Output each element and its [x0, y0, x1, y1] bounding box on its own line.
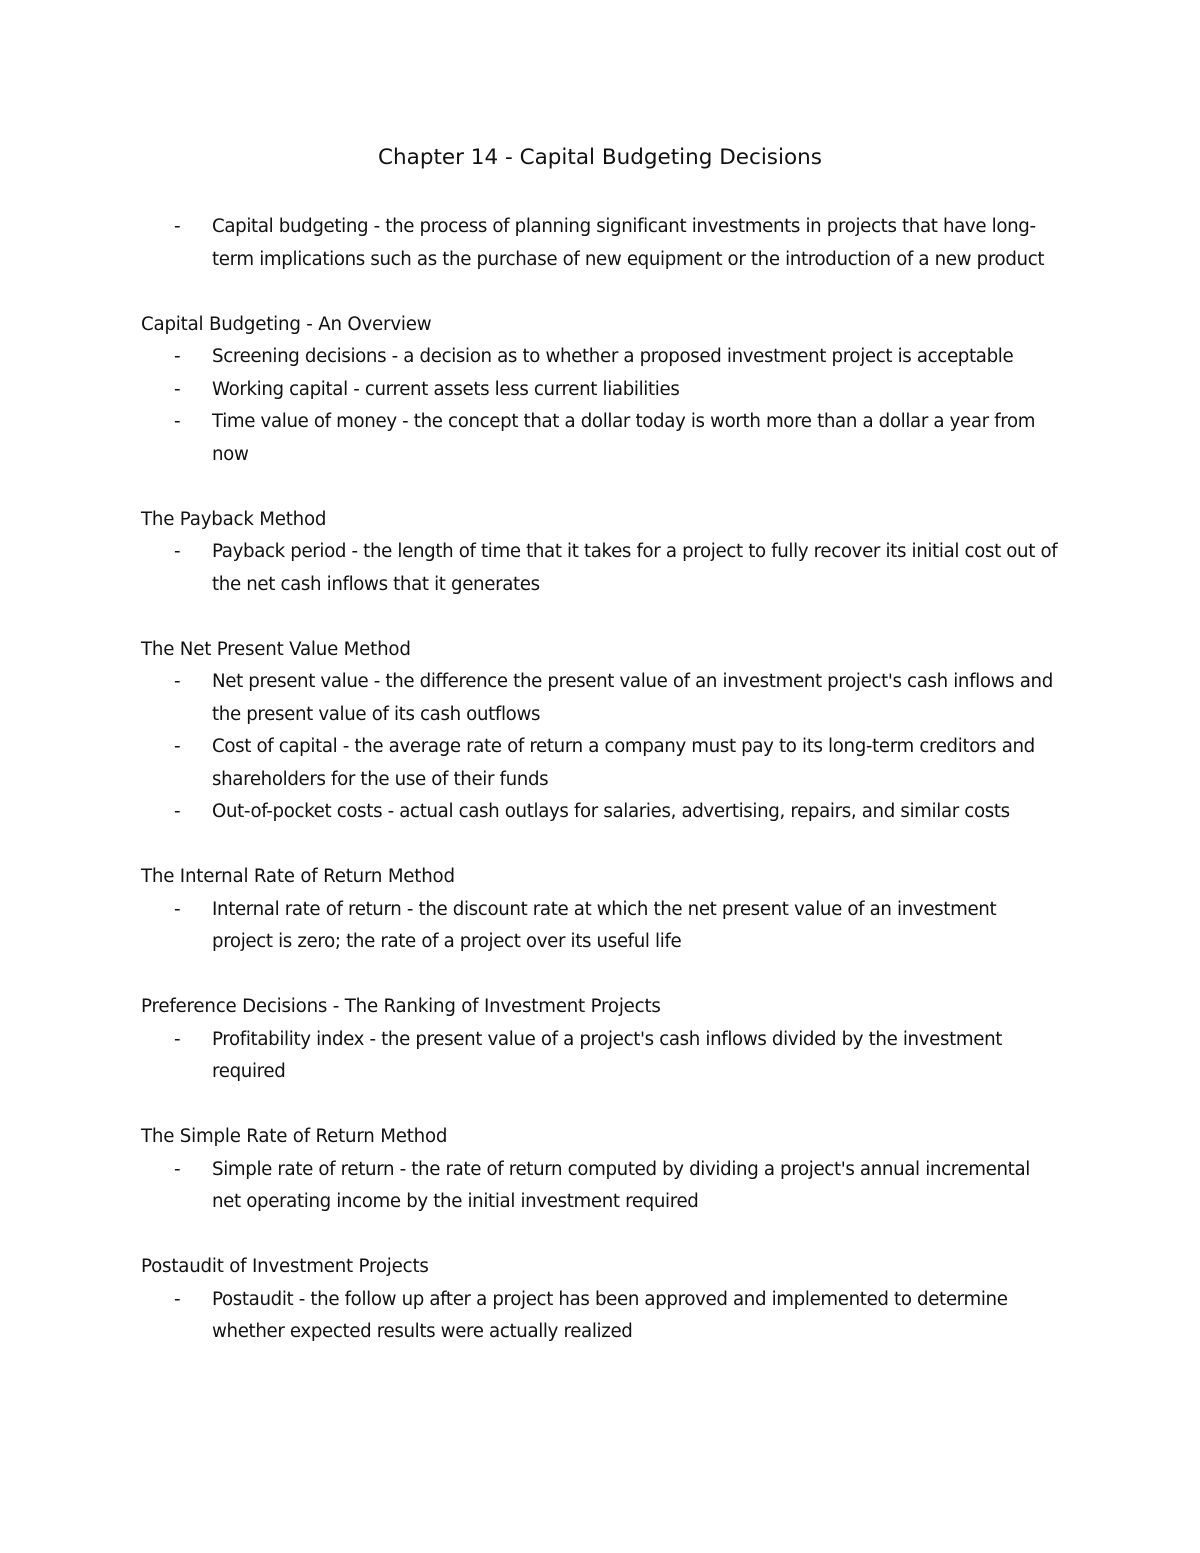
bullet-dash: -	[174, 541, 181, 562]
list-item-text: Screening decisions - a decision as to whether a proposed investment project is acceptable	[212, 346, 1014, 367]
section	[141, 504, 1061, 602]
section	[141, 991, 1061, 1089]
bullet-dash: -	[174, 411, 181, 432]
list-item	[141, 374, 1061, 407]
list-item-text: Payback period - the length of time that it takes for a project to fully recover its initial cost out of the net cash inflows that it generates	[212, 541, 1058, 595]
list-item-text: Internal rate of return - the discount rate at which the net present value of an investment project is zero; the rate of a project over its useful life	[212, 898, 997, 952]
section-list	[141, 666, 1061, 829]
section-list	[141, 1154, 1061, 1219]
section-heading: The Payback Method	[141, 508, 327, 530]
section	[141, 634, 1061, 829]
list-item	[141, 894, 1061, 959]
list-item	[141, 796, 1061, 829]
bullet-dash: -	[174, 736, 181, 757]
bullet-dash: -	[174, 378, 181, 400]
bullet-dash: -	[174, 801, 181, 822]
list-item-text: Simple rate of return - the rate of return computed by dividing a project's annual incremental net operating income by the initial investment required	[212, 1158, 1030, 1212]
section	[141, 1121, 1061, 1219]
list-item	[141, 666, 1061, 731]
section-list	[141, 1284, 1061, 1349]
list-item	[141, 341, 1061, 374]
list-item-text: Postaudit - the follow up after a project has been approved and implemented to determine whether expected results were actually realized	[212, 1288, 1008, 1342]
section-heading: Preference Decisions - The Ranking of Investment Projects	[141, 996, 661, 1017]
page-title: Chapter 14 - Capital Budgeting Decisions	[378, 145, 822, 170]
list-item-text: Time value of money - the concept that a dollar today is worth more than a dollar a year from now	[212, 411, 1036, 465]
section	[141, 861, 1061, 959]
section-list	[141, 1024, 1061, 1089]
bullet-dash: -	[174, 216, 181, 237]
section-heading: Capital Budgeting - An Overview	[141, 313, 432, 335]
list-item-text: Out-of-pocket costs - actual cash outlays for salaries, advertising, repairs, and similar costs	[212, 801, 1010, 822]
bullet-dash: -	[174, 898, 181, 920]
list-item-text: Profitability index - the present value of a project's cash inflows divided by the investment required	[212, 1028, 1003, 1082]
list-item	[141, 211, 1061, 276]
section	[141, 309, 1061, 472]
section-heading: The Simple Rate of Return Method	[141, 1126, 448, 1147]
section-list	[141, 894, 1061, 959]
section-heading: The Internal Rate of Return Method	[141, 866, 455, 887]
section	[141, 1251, 1061, 1349]
list-item	[141, 406, 1061, 471]
list-item-text: Net present value - the difference the present value of an investment project's cash inflows and the present value of its cash outflows	[212, 671, 1053, 725]
sections-container	[141, 309, 1061, 1349]
section-list	[141, 341, 1061, 471]
list-item-text: Working capital - current assets less current liabilities	[212, 378, 680, 400]
section-heading: Postaudit of Investment Projects	[141, 1256, 429, 1277]
bullet-dash: -	[174, 1158, 181, 1180]
bullet-dash: -	[174, 1288, 181, 1310]
bullet-dash: -	[174, 346, 181, 367]
section-heading: The Net Present Value Method	[141, 638, 411, 660]
list-item	[141, 536, 1061, 601]
list-item-text: Capital budgeting - the process of planning significant investments in projects that have long-term implications such as the purchase of new equipment or the introduction of a new product	[212, 216, 1045, 270]
document-content	[141, 211, 1061, 1349]
list-item	[141, 1024, 1061, 1089]
list-item	[141, 1284, 1061, 1349]
bullet-dash: -	[174, 1028, 181, 1050]
intro-list	[141, 211, 1061, 276]
list-item	[141, 731, 1061, 796]
list-item	[141, 1154, 1061, 1219]
section-list	[141, 536, 1061, 601]
bullet-dash: -	[174, 671, 181, 692]
list-item-text: Cost of capital - the average rate of return a company must pay to its long-term creditors and shareholders for the use of their funds	[212, 736, 1035, 790]
